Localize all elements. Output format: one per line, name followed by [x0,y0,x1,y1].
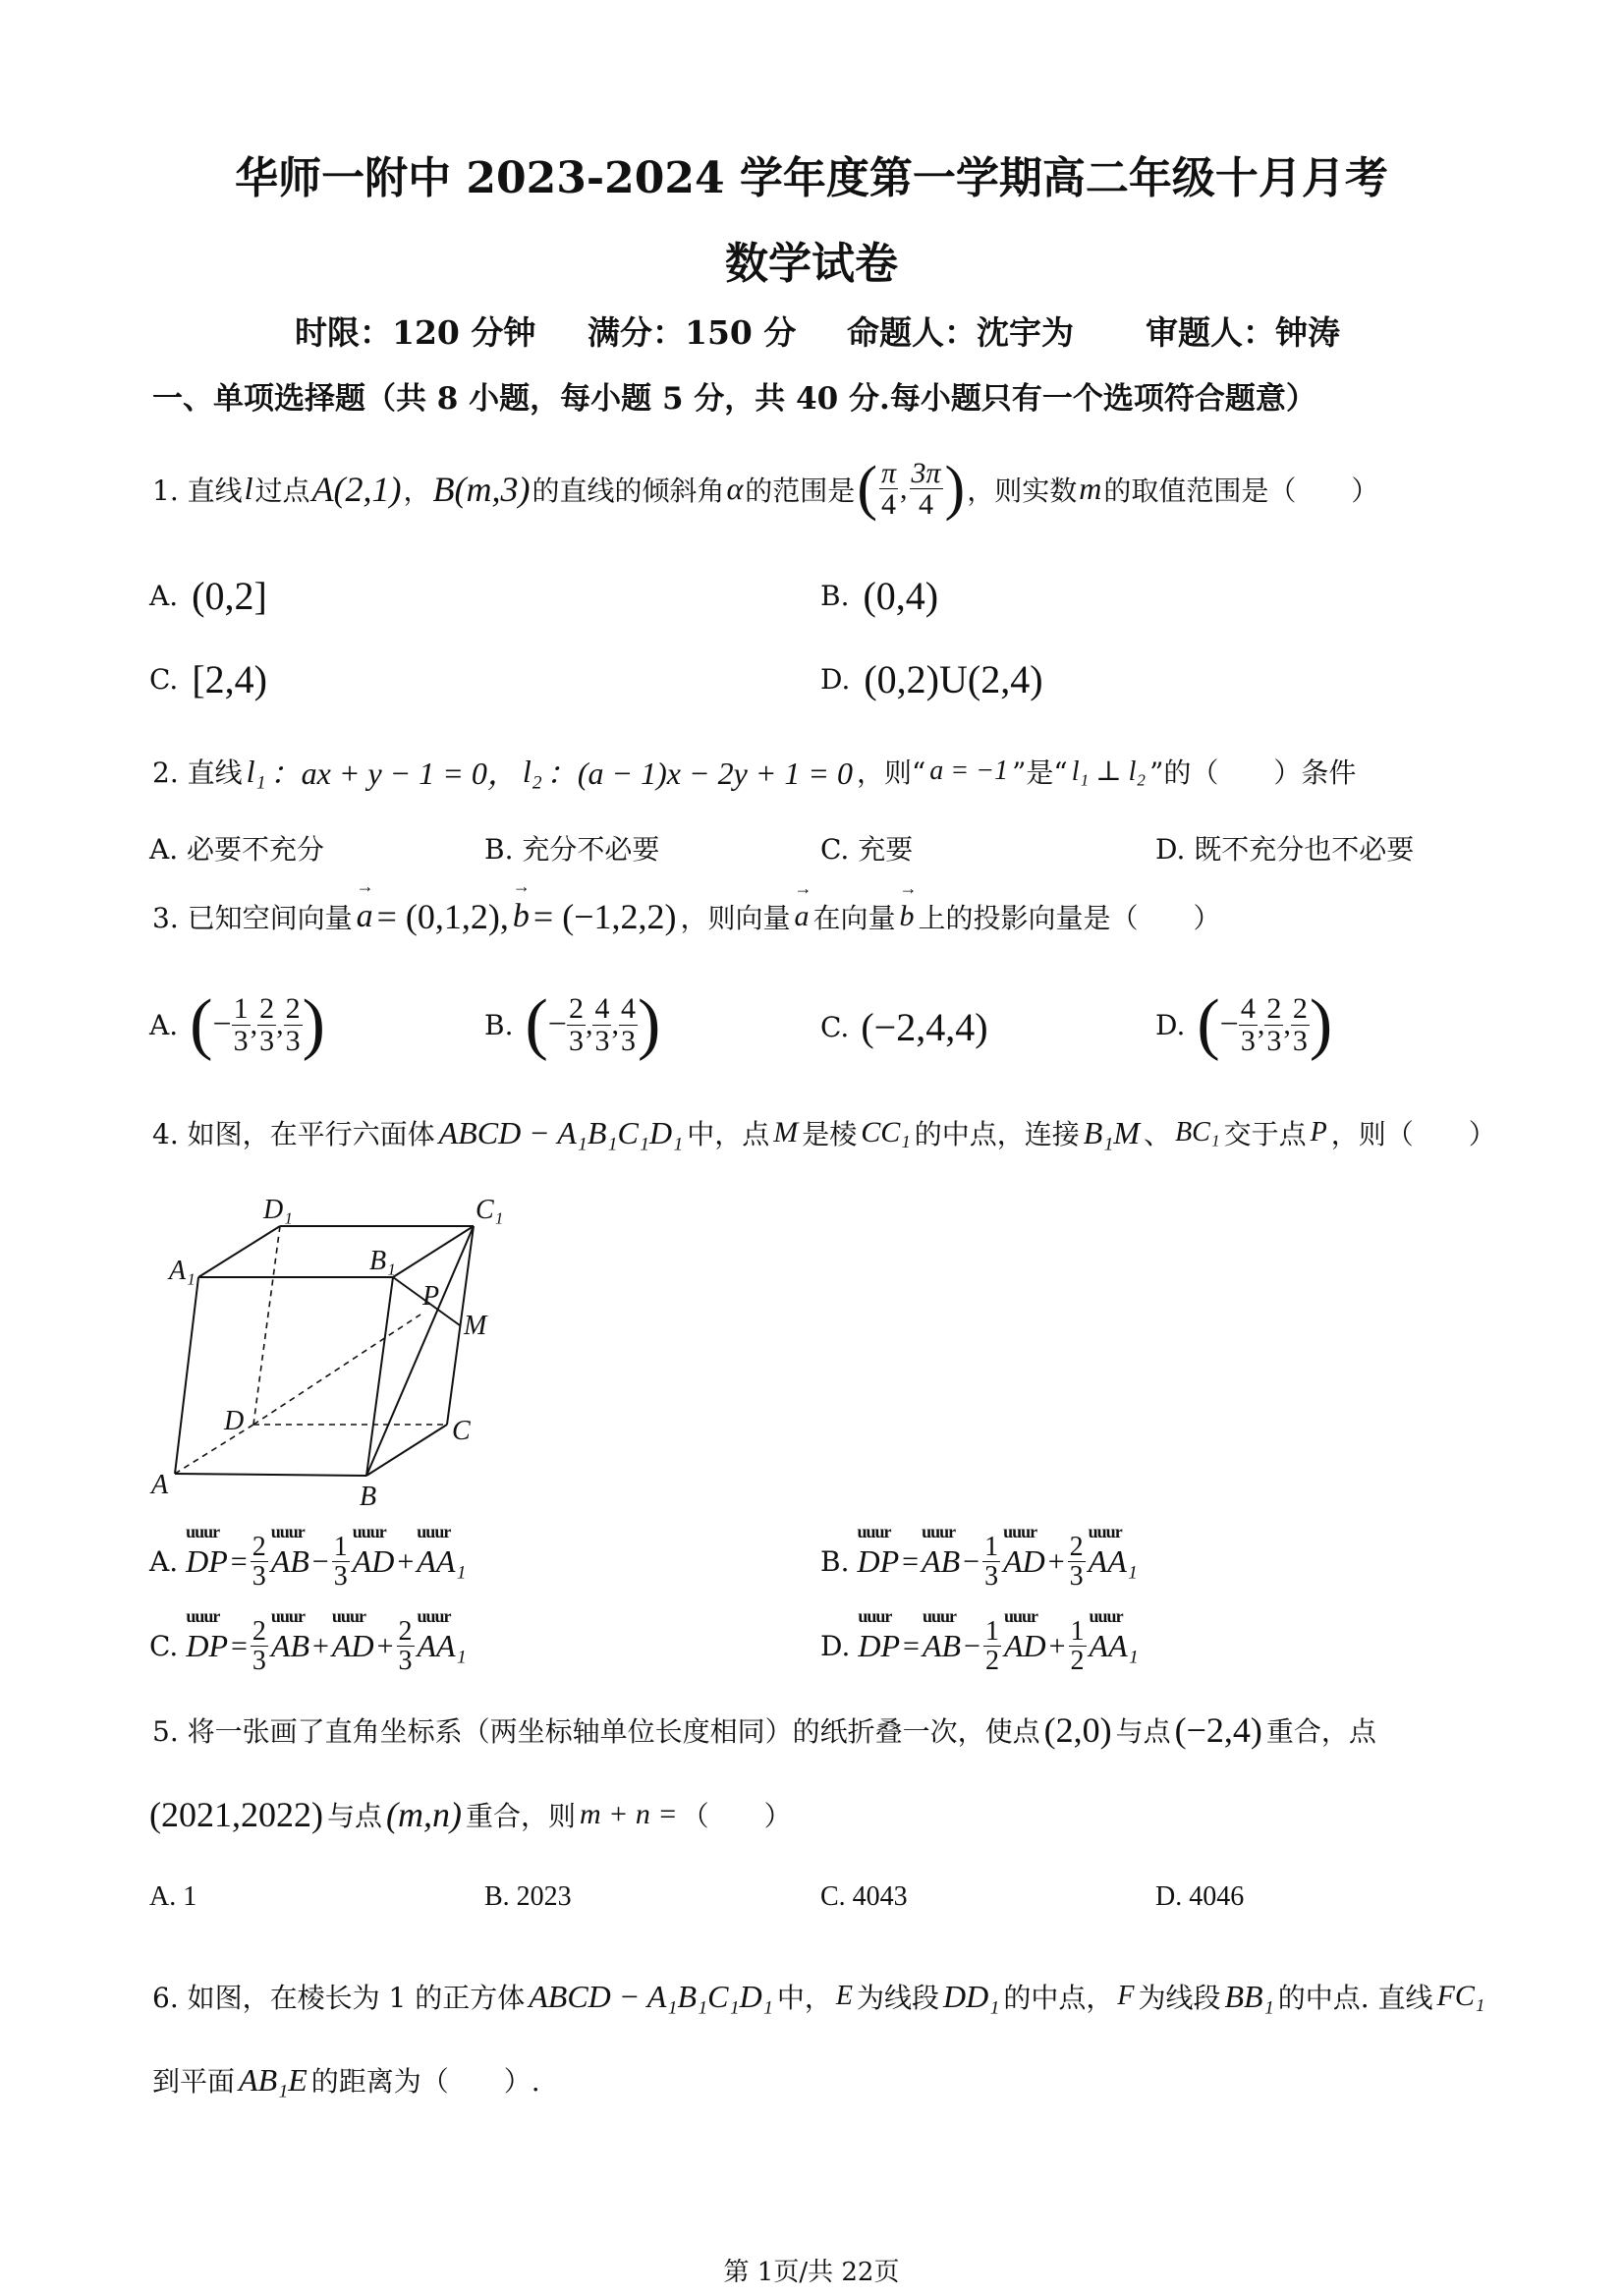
q4-text: 中，点 [687,1118,770,1150]
label-c: C [452,1416,471,1446]
page-number: 第 1页/共 22页 [723,2258,900,2287]
q1-option-d[interactable] [820,656,1043,702]
option-label: D. [820,663,851,696]
q5-expression: m + n = [580,1798,678,1830]
label-b: B [360,1482,377,1512]
q3-vector-b: → b [899,878,917,932]
option-label: A. [149,580,179,612]
q5-text: 重合，则 [465,1800,576,1832]
hidden-edge-d-d1 [253,1226,280,1425]
q6-point-f: F [1117,1981,1135,2011]
q2-text: ，则“ [856,756,926,789]
q2-text: ”的（ ）条件 [1149,756,1357,789]
edge-b-c [366,1425,447,1476]
q4-text: 是棱 [802,1118,858,1150]
q2-option-c[interactable]: C. 充要 [820,833,914,866]
option-label: B. [820,1545,850,1579]
q1-point-b: B(m,3) [432,469,531,509]
q5-point-2: (−2,4) [1174,1710,1262,1750]
q3-text: 3. 已知空间向量 [152,902,353,934]
q2-text: 2. 直线 [152,756,243,789]
label-c1: C₁ [476,1195,504,1225]
q6-text: 的中点. 直线 [1277,1982,1433,2014]
option-label: B. [820,580,850,612]
label-a1: A₁ [169,1256,196,1286]
question-6-line-1 [152,1977,1484,2016]
q2-equation-1: ：ax + y − 1 = 0， [269,756,519,791]
option-value: ( − $\frac{4}{3}$ , $\frac{2}{3}$ , $\frac{2}{3}$ ) [1197,986,1333,1062]
q4-option-c[interactable] [149,1606,467,1677]
q2-equation-2: ：(a − 1)x − 2y + 1 = 0 [545,756,853,791]
q1-option-a[interactable] [149,573,267,619]
section-heading: 一、单项选择题（共 8 小题，每小题 5 分，共 40 分.每小题只有一个选项符合题意） [152,381,1316,417]
option-value: uuur DP = uuur AB − $\frac{1}{2}$ uuur AD + $\frac{1}{2}$ uuur AA₁ [858,1606,1139,1677]
label-d: D [224,1406,245,1436]
option-label: B. [484,1008,514,1041]
q6-solid: ABCD − A₁B₁C₁D₁ [529,1978,773,2014]
option-label: C. [149,663,179,696]
q2-option-d[interactable]: D. 既不充分也不必要 [1155,833,1415,866]
q4-segment-2: BC₁ [1175,1117,1220,1148]
q4-text: 交于点 [1223,1118,1307,1150]
q6-text: 到平面 [152,2065,236,2098]
q4-point-m: M [773,1116,799,1148]
option-value: uuur DP = $\frac{2}{3}$ uuur AB + uuur AD + $\frac{2}{3}$ uuur AA₁ [186,1606,467,1677]
question-reviewer: 审题人：钟涛 [1146,313,1340,352]
edge-a-a1 [175,1277,198,1474]
question-4 [152,1113,1496,1152]
q6-text: 为线段 [1138,1982,1221,2014]
label-m: M [464,1311,487,1341]
q1-text: ，则实数 [967,474,1078,507]
q1-line-l: l [244,471,253,506]
q4-option-d[interactable] [820,1606,1139,1677]
q3-vector-a-value: = (0,1,2), [376,897,509,936]
q2-text: ”是“ [1012,756,1068,789]
q4-point-p: P [1310,1117,1327,1148]
q5-point-3: (2021,2022) [149,1795,323,1834]
parallelepiped-figure [147,1189,540,1513]
option-value: (0,2] [192,574,267,618]
q6-text: 为线段 [856,1982,939,2014]
option-value: (0,2)U(2,4) [864,657,1043,701]
option-label: A. [149,1008,179,1041]
q6-text: 6. 如图，在棱长为 1 的正方体 [152,1982,526,2014]
question-setter: 命题人：沈宇为 [847,313,1074,352]
option-value: uuur DP = uuur AB − $\frac{1}{3}$ uuur AD + $\frac{2}{3}$ uuur AA₁ [857,1522,1138,1593]
label-a: A [151,1470,169,1500]
q5-text: 与点 [326,1800,382,1832]
q1-text: 过点 [254,474,310,507]
exam-subtitle: 数学试卷 [725,239,898,289]
q4-text: 4. 如图，在平行六面体 [152,1118,435,1150]
q5-option-b[interactable]: B. 2023 [484,1881,572,1912]
option-value: (0,4) [863,574,939,618]
q2-option-b[interactable]: B. 充分不必要 [484,833,660,866]
question-5-line-2 [149,1794,792,1835]
question-5-line-1 [152,1709,1376,1751]
q1-text: 的范围是 [745,474,856,507]
time-limit: 时限：120 分钟 [295,313,536,352]
q4-text: 的中点，连接 [914,1118,1080,1150]
exam-title: 华师一附中 2023-2024 学年度第一学期高二年级十月月考 [235,153,1388,203]
q4-option-a[interactable] [149,1522,467,1593]
q1-option-b[interactable] [820,573,938,619]
q4-solid: ABCD − A₁B₁C₁D₁ [438,1114,684,1150]
option-value: (−2,4,4) [861,1005,988,1049]
q6-segment-2: BB₁ [1224,1978,1274,2014]
q3-vector-b: → b [512,876,530,934]
q5-option-a[interactable]: A. 1 [149,1881,197,1912]
q6-line: FC₁ [1436,1980,1485,2012]
q3-option-d[interactable] [1155,985,1332,1064]
q1-frac-1: $\frac{\pi}{4}$ [880,456,896,521]
question-1: 1. 直线 l 过点 A(2,1) ， B(m,3) 的直线的倾斜角 α 的范围是 ( $\frac{\pi}{4}$ , $\frac{3\pi}{4}$ ) ，则实数 m 的取值范围是（ ） [152,455,1379,522]
option-label: A. [149,1545,179,1579]
q1-m: m [1079,471,1102,506]
question-6-line-2 [152,2060,540,2100]
q6-segment-1: DD₁ [942,1978,1000,2014]
label-d1: D₁ [263,1195,293,1225]
q3-text: 上的投影向量是（ ） [918,902,1221,934]
q2-condition: a = −1 [929,756,1009,786]
edge-b1-c1 [393,1226,474,1277]
q6-text: 的距离为（ ）. [310,2065,540,2098]
q5-point-4: (m,n) [386,1795,462,1834]
option-value: [2,4) [192,657,267,701]
question-2 [152,749,1356,794]
q3-vector-a: → a [356,876,373,934]
q1-paren-open: ( [857,455,877,522]
edge-a-b [175,1474,366,1476]
q2-perpendicular: l₁ ⊥ l₂ [1071,756,1147,787]
option-label: C. [149,1630,179,1663]
q1-option-c[interactable] [149,656,267,702]
option-label: C. [820,1011,850,1043]
q1-text: 的直线的倾斜角 [532,474,725,507]
q5-text: （ ） [681,1800,792,1832]
q1-frac-2: $\frac{3\pi}{4}$ [911,456,941,521]
q6-text: 中， [776,1982,832,2014]
q5-text: 与点 [1115,1715,1171,1748]
question-3 [152,876,1221,937]
option-label: D. [820,1630,851,1663]
q2-line-l1: l₁ [246,753,266,789]
q6-plane: AB₁E [239,2061,308,2098]
q4-text: ，则（ ） [1330,1118,1496,1150]
q1-sep: ， [403,474,431,507]
q2-line-l2: l₂ [522,753,542,789]
q5-option-c[interactable]: C. 4043 [820,1881,908,1912]
q3-option-c[interactable] [820,1004,988,1050]
q3-option-b[interactable] [484,985,660,1064]
full-score: 满分：150 分 [588,313,797,352]
q3-vector-a: → a [794,878,812,932]
label-p: P [422,1281,440,1312]
q5-option-d[interactable]: D. 4046 [1155,1881,1245,1912]
q5-text: 5. 将一张画了直角坐标系（两坐标轴单位长度相同）的纸折叠一次，使点 [152,1715,1040,1748]
q4-segment-1: B₁M [1083,1114,1141,1150]
q5-text: 重合，点 [1265,1715,1376,1748]
q4-edge: CC₁ [861,1116,911,1148]
q1-alpha: α [726,471,744,506]
option-value: ( − $\frac{1}{3}$ , $\frac{2}{3}$ , $\frac{2}{3}$ ) [190,986,325,1062]
q2-option-a[interactable]: A. 必要不充分 [149,833,325,866]
q4-option-b[interactable] [820,1522,1138,1593]
q1-text: 1. 直线 [152,474,243,507]
option-value: uuur DP = $\frac{2}{3}$ uuur AB − $\frac{1}{3}$ uuur AD + uuur AA₁ [186,1522,467,1593]
q3-vector-b-value: = (−1,2,2) [532,897,677,936]
q1-text: 的取值范围是（ ） [1103,474,1379,507]
q1-paren-close: ) [944,455,966,522]
option-value: ( − $\frac{2}{3}$ , $\frac{4}{3}$ , $\frac{4}{3}$ ) [525,986,661,1062]
option-label: D. [1155,1008,1186,1041]
q1-point-a: A(2,1) [311,469,402,509]
q5-point-1: (2,0) [1043,1710,1112,1750]
q6-text: 的中点， [1003,1982,1114,2014]
q3-text: 在向量 [812,902,896,934]
q3-text: ，则向量 [680,902,791,934]
label-b1: B₁ [369,1246,396,1276]
q6-point-e: E [835,1981,853,2011]
q3-option-a[interactable] [149,985,325,1064]
edge-a1-d1 [198,1226,280,1277]
q4-text: 、 [1144,1118,1172,1150]
